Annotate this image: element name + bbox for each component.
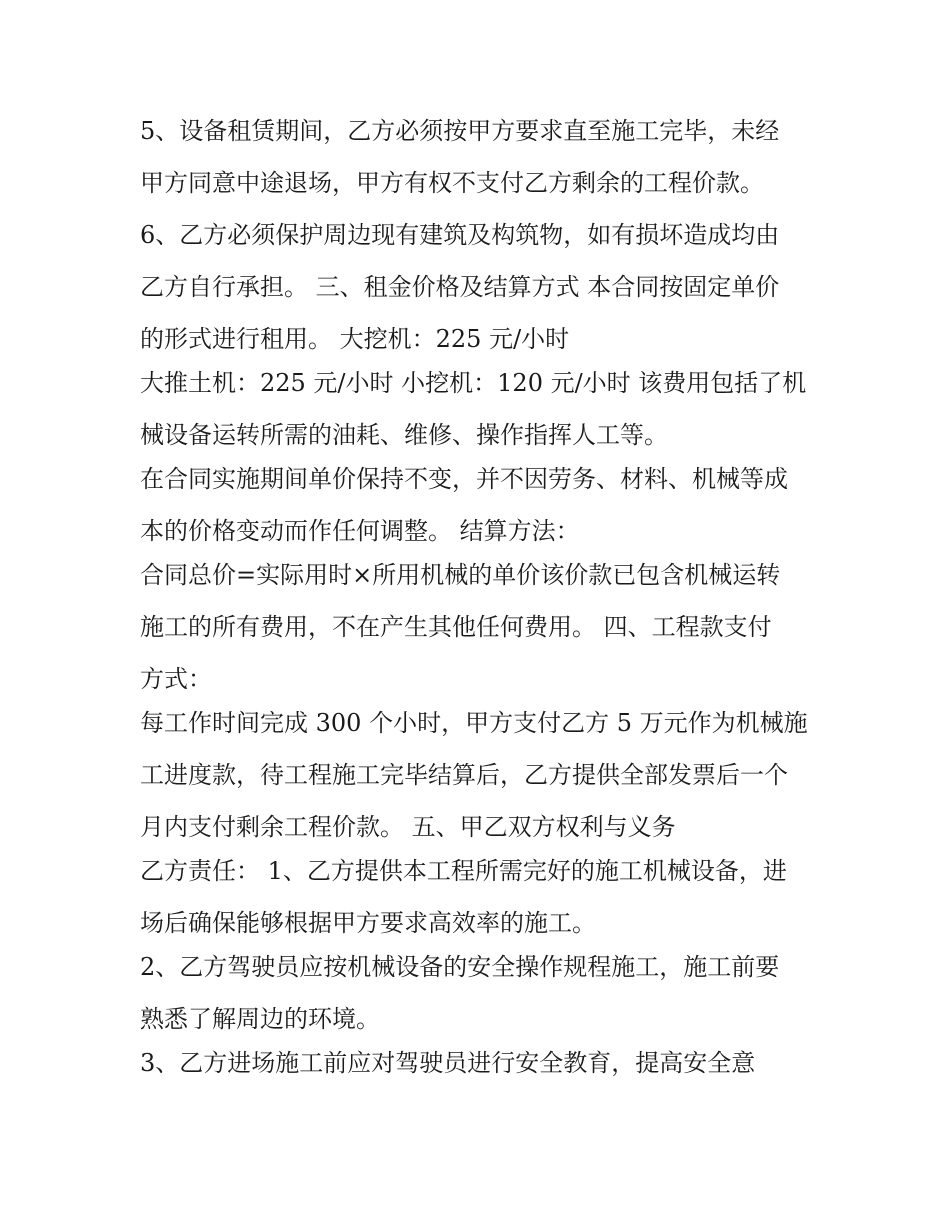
text-line: 本的价格变动而作任何调整。 结算方法： — [140, 517, 580, 545]
text-line: 2、乙方驾驶员应按机械设备的安全操作规程施工，施工前要 — [140, 953, 780, 981]
text-line: 合同总价=实际用时×所用机械的单价该价款已包含机械运转 — [140, 561, 781, 589]
text-line: 6、乙方必须保护周边现有建筑及构筑物，如有损坏造成均由 — [140, 221, 780, 249]
text-line: 在合同实施期间单价保持不变，并不因劳务、材料、机械等成 — [140, 465, 788, 493]
text-line: 械设备运转所需的油耗、维修、操作指挥人工等。 — [140, 421, 668, 449]
text-line: 乙方自行承担。 三、租金价格及结算方式 本合同按固定单价 — [140, 273, 780, 301]
text-line: 工进度款，待工程施工完毕结算后，乙方提供全部发票后一个 — [140, 761, 788, 789]
text-line: 场后确保能够根据甲方要求高效率的施工。 — [140, 909, 596, 937]
text-line: 施工的所有费用，不在产生其他任何费用。 四、工程款支付 — [140, 613, 772, 641]
text-line: 甲方同意中途退场，甲方有权不支付乙方剩余的工程价款。 — [140, 169, 764, 197]
text-line: 大推土机：225 元/小时 小挖机：120 元/小时 该费用包括了机 — [140, 369, 807, 397]
text-line: 熟悉了解周边的环境。 — [140, 1005, 380, 1033]
text-line: 的形式进行租用。 大挖机：225 元/小时 — [140, 325, 570, 353]
text-line: 5、设备租赁期间，乙方必须按甲方要求直至施工完毕，未经 — [140, 117, 780, 145]
text-line: 每工作时间完成 300 个小时，甲方支付乙方 5 万元作为机械施 — [140, 709, 808, 737]
text-line: 方式： — [140, 665, 212, 693]
text-line: 乙方责任： 1、乙方提供本工程所需完好的施工机械设备，进 — [140, 857, 787, 885]
text-line: 月内支付剩余工程价款。 五、甲乙双方权利与义务 — [140, 813, 676, 841]
text-line: 3、乙方进场施工前应对驾驶员进行安全教育，提高安全意 — [140, 1049, 756, 1077]
document-body — [140, 108, 830, 1075]
